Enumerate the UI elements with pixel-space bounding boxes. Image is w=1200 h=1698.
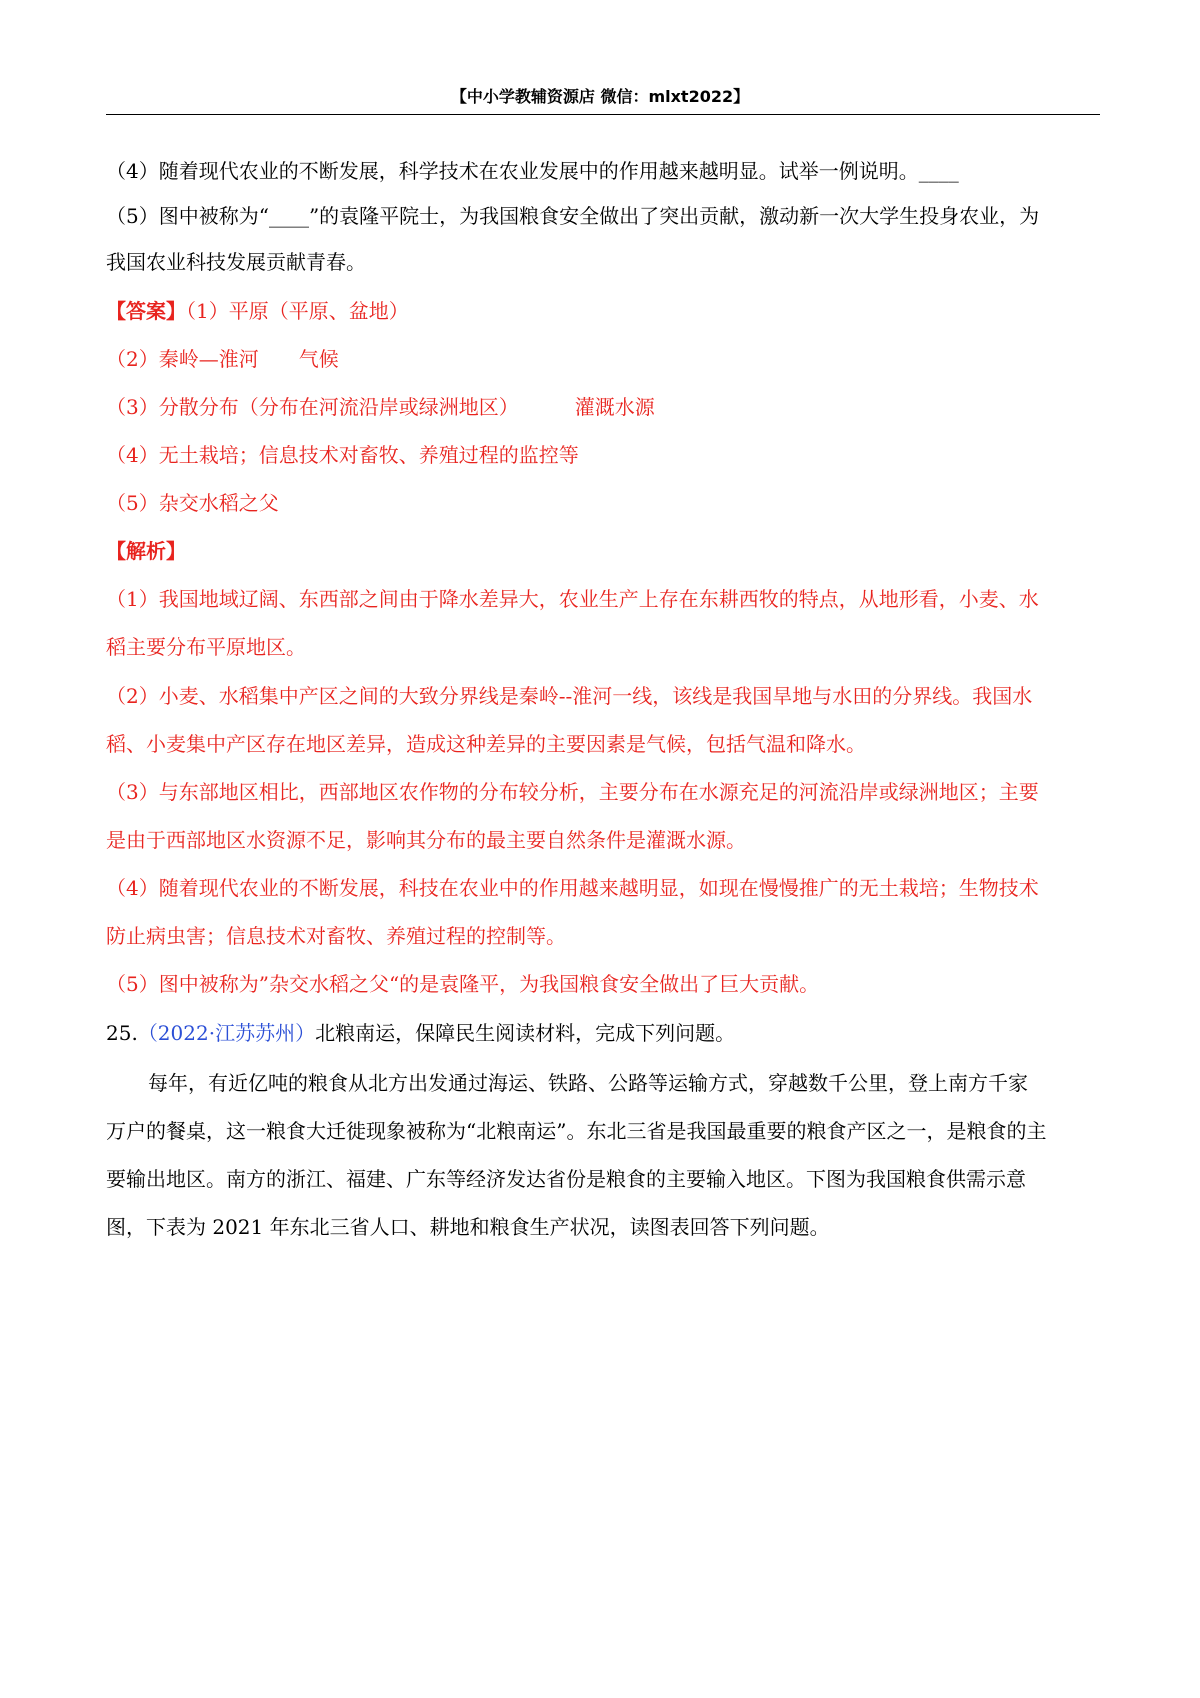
- question-title: 北粮南运，保障民生阅读材料，完成下列问题。: [315, 1021, 736, 1045]
- answer-line-3: [106, 394, 1100, 420]
- analysis-label: 【解析】: [106, 539, 186, 563]
- answer-part-2-a: （2）秦岭—淮河: [106, 347, 259, 371]
- answer-part-4: （4）无土栽培；信息技术对畜牧、养殖过程的监控等: [106, 443, 579, 467]
- material-line-2: 万户的餐桌，这一粮食大迁徙现象被称为“北粮南运”。东北三省是我国最重要的粮食产区之一，是粮食的主: [106, 1119, 1047, 1143]
- question-number: 25.: [106, 1021, 138, 1045]
- analysis-1-line-2: 稻主要分布平原地区。: [106, 635, 306, 659]
- analysis-1-line-1: （1）我国地域辽阔、东西部之间由于降水差异大，农业生产上存在东耕西牧的特点，从地形看，小麦、水: [106, 587, 1039, 611]
- material-line-3: 要输出地区。南方的浙江、福建、广东等经济发达省份是粮食的主要输入地区。下图为我国粮食供需示意: [106, 1167, 1026, 1191]
- answer-part-5: （5）杂交水稻之父: [106, 491, 279, 515]
- answer-line-1: [106, 298, 1100, 324]
- answer-line-2: [106, 346, 1100, 372]
- analysis-2-line-2: 稻、小麦集中产区存在地区差异，造成这种差异的主要因素是气候，包括气温和降水。: [106, 732, 866, 756]
- question-25-heading: [106, 1020, 1100, 1046]
- analysis-4-line-2: 防止病虫害；信息技术对畜牧、养殖过程的控制等。: [106, 924, 566, 948]
- question-part-5-line-1: （5）图中被称为“____”的袁隆平院士，为我国粮食安全做出了突出贡献，激动新一次大学生投身农业，为: [106, 204, 1040, 228]
- page-header: 【中小学教辅资源店 微信：mlxt2022】: [450, 87, 750, 106]
- analysis-4-line-1: （4）随着现代农业的不断发展，科技在农业中的作用越来越明显，如现在慢慢推广的无土栽培；生物技术: [106, 876, 1039, 900]
- analysis-3-line-2: 是由于西部地区水资源不足，影响其分布的最主要自然条件是灌溉水源。: [106, 828, 746, 852]
- answer-part-1: （1）平原（平原、盆地）: [186, 299, 409, 323]
- answer-part-2-b: 气候: [298, 347, 339, 371]
- analysis-3-line-1: （3）与东部地区相比，西部地区农作物的分布较分析，主要分布在水源充足的河流沿岸或绿洲地区；主要: [106, 780, 1039, 804]
- answer-part-3-b: 灌溉水源: [574, 395, 655, 419]
- question-part-5-line-2: 我国农业科技发展贡献青春。: [106, 250, 366, 274]
- answer-part-3-a: （3）分散分布（分布在河流沿岸或绿洲地区）: [106, 395, 519, 419]
- question-source: （2022·江苏苏州）: [137, 1021, 316, 1045]
- question-part-4: （4）随着现代农业的不断发展，科学技术在农业发展中的作用越来越明显。试举一例说明。____: [106, 159, 959, 183]
- analysis-5: （5）图中被称为”杂交水稻之父“的是袁隆平，为我国粮食安全做出了巨大贡献。: [106, 972, 820, 996]
- material-line-1: 每年，有近亿吨的粮食从北方出发通过海运、铁路、公路等运输方式，穿越数千公里，登上南方千家: [148, 1071, 1028, 1095]
- header-divider: [106, 114, 1100, 115]
- answer-label: 【答案】: [106, 299, 186, 323]
- analysis-2-line-1: （2）小麦、水稻集中产区之间的大致分界线是秦岭--淮河一线，该线是我国旱地与水田的分界线。我国水: [106, 684, 1033, 708]
- material-line-4: 图，下表为 2021 年东北三省人口、耕地和粮食生产状况，读图表回答下列问题。: [106, 1215, 830, 1239]
